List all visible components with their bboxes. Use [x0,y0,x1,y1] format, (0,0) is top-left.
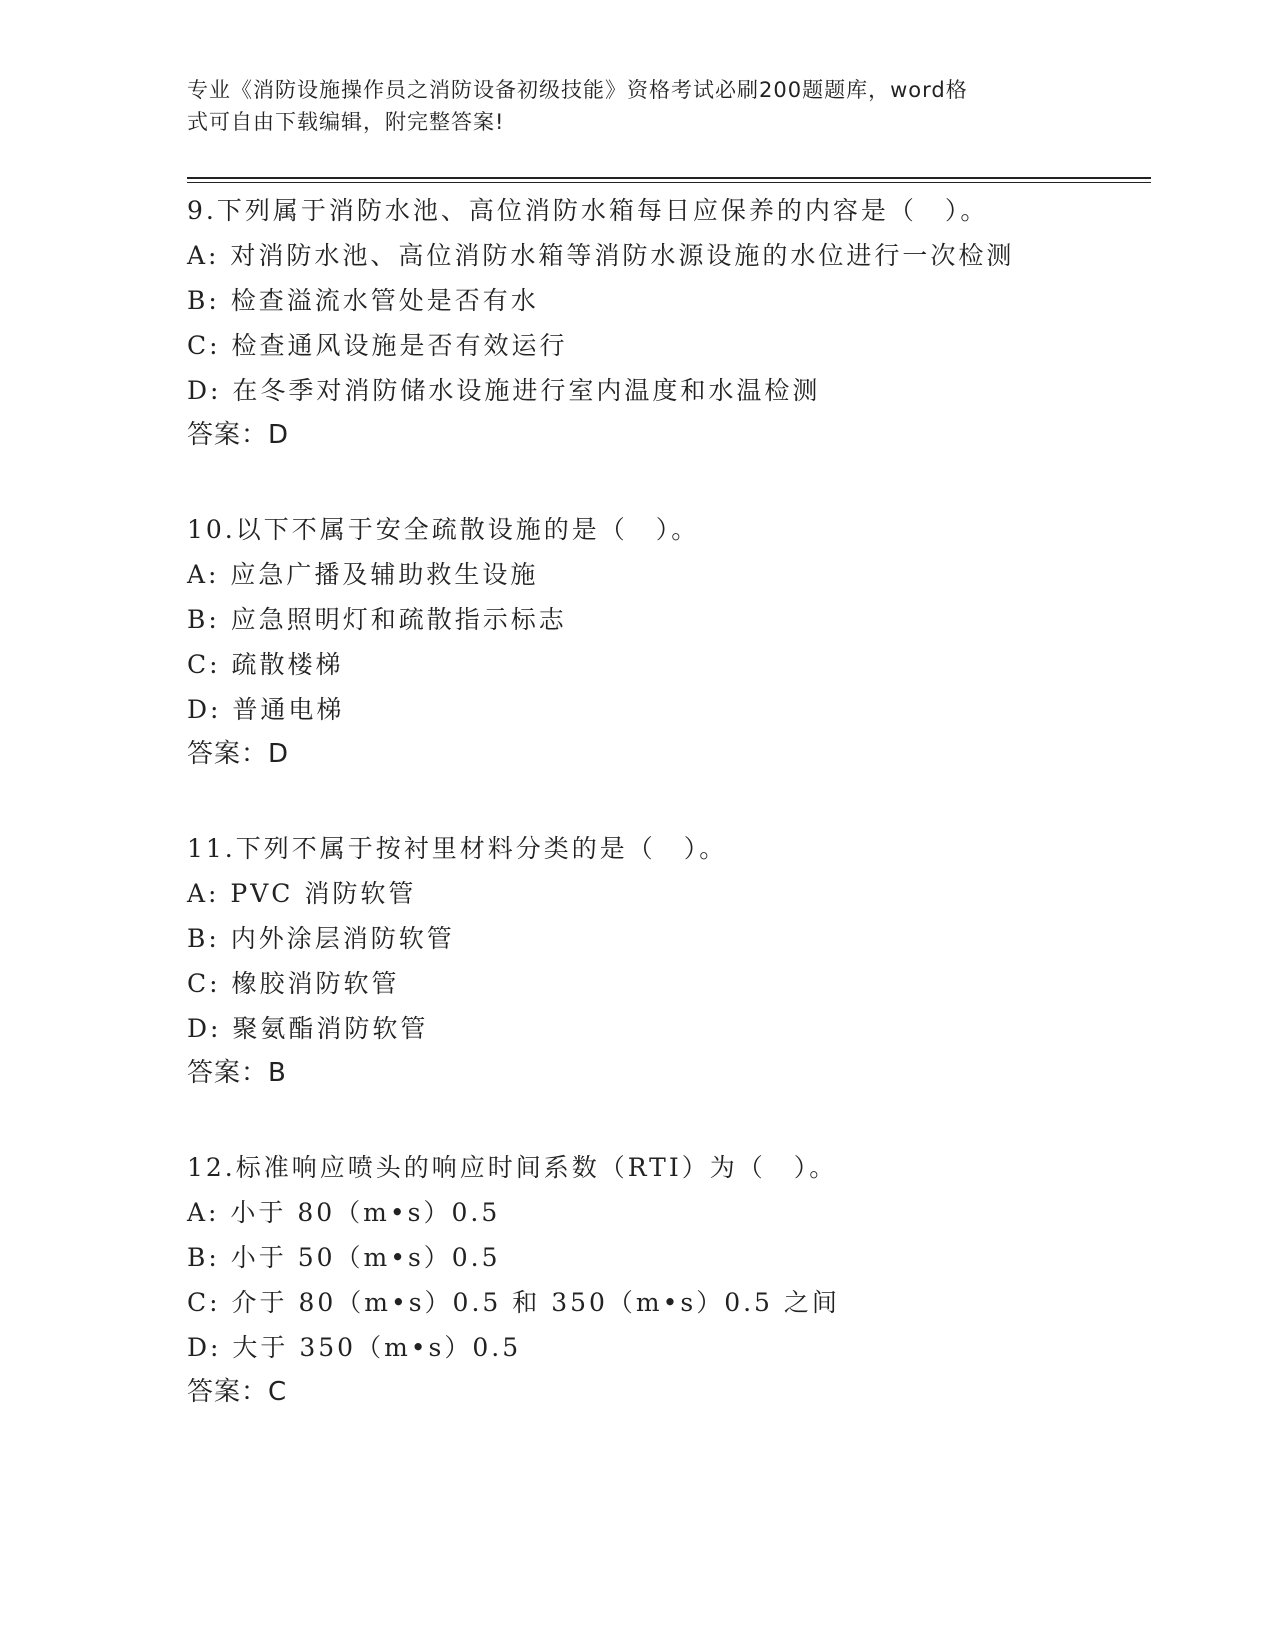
answer-line: 答案：C [187,1377,288,1407]
option-a: A: 对消防水池、高位消防水箱等消防水源设施的水位进行一次检测 [187,241,1015,270]
option-c: C: 橡胶消防软管 [187,969,400,998]
option-d: D: 在冬季对消防储水设施进行室内温度和水温检测 [187,376,821,405]
question-10 [187,507,1137,777]
answer-line: 答案：B [187,1058,287,1088]
option-b: B: 小于 50（m•s）0.5 [187,1243,501,1272]
header-divider-bottom [187,182,1151,183]
option-b: B: 内外涂层消防软管 [187,924,455,953]
question-9 [187,188,1137,458]
question-stem: 11.下列不属于按衬里材料分类的是（ ）。 [187,834,728,863]
question-12 [187,1145,1137,1415]
option-c: C: 疏散楼梯 [187,650,344,679]
header-divider-top [187,177,1151,179]
question-stem: 9.下列属于消防水池、高位消防水箱每日应保养的内容是（ ）。 [187,196,989,225]
option-d: D: 聚氨酯消防软管 [187,1014,429,1043]
question-stem: 12.标准响应喷头的响应时间系数（RTI）为（ ）。 [187,1153,838,1182]
option-a: A: 应急广播及辅助救生设施 [187,560,539,589]
header-line-2: 式可自由下载编辑，附完整答案! [187,110,505,134]
option-c: C: 检查通风设施是否有效运行 [187,331,568,360]
answer-line: 答案：D [187,739,290,769]
option-d: D: 大于 350（m•s）0.5 [187,1333,522,1362]
question-11 [187,826,1137,1096]
answer-line: 答案：D [187,420,290,450]
header-line-1: 专业《消防设施操作员之消防设备初级技能》资格考试必刷200题题库，word格 [187,78,968,102]
option-b: B: 应急照明灯和疏散指示标志 [187,605,567,634]
question-stem: 10.以下不属于安全疏散设施的是（ ）。 [187,515,700,544]
document-header [187,74,1087,138]
option-a: A: 小于 80（m•s）0.5 [187,1198,501,1227]
option-a: A: PVC 消防软管 [187,879,417,908]
option-b: B: 检查溢流水管处是否有水 [187,286,539,315]
option-d: D: 普通电梯 [187,695,345,724]
option-c: C: 介于 80（m•s）0.5 和 350（m•s）0.5 之间 [187,1288,840,1317]
